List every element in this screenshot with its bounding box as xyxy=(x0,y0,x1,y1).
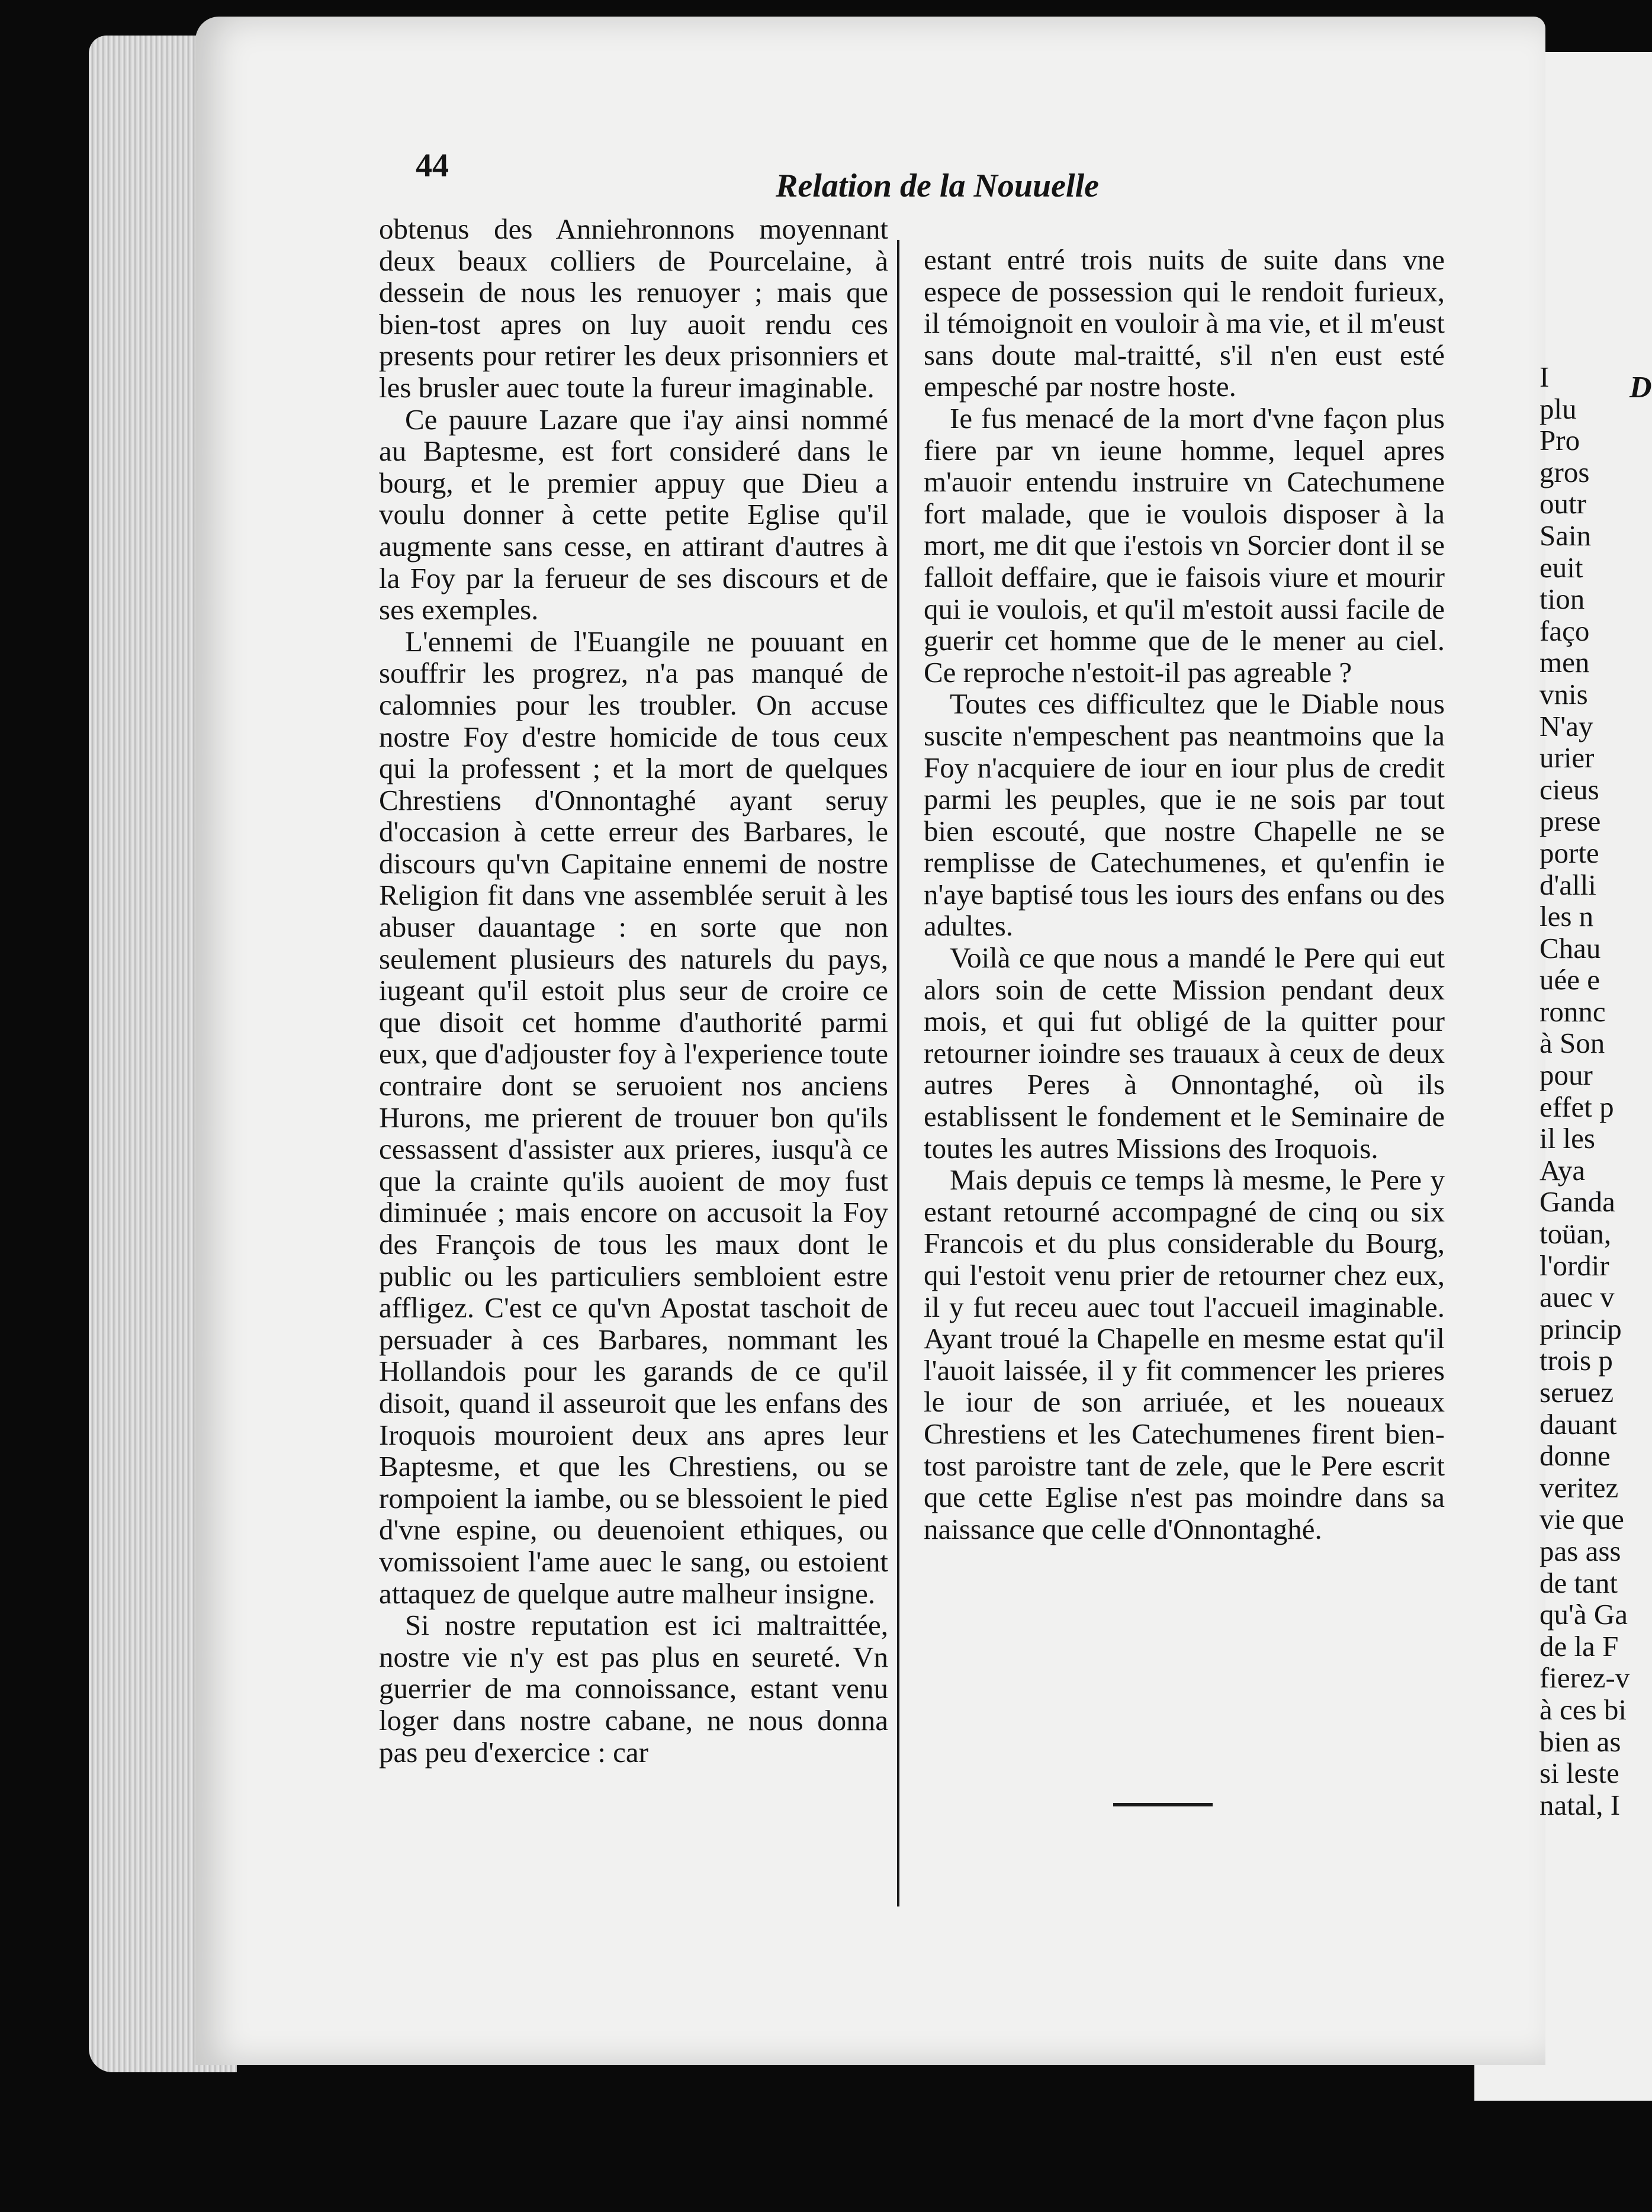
paragraph: Toutes ces difficultez que le Diable nous suscite n'empeschent pas neantmoins que la Foy n'acquiere de iour en iour plus de credit parmi les peuples, que ie ne sois par tout bien escouté, que nostre Chapelle ne se remplisse de Catechumenes, et qu'enfin ie n'aye baptisé tous les iours des enfans ou des adultes. xyxy=(924,687,1445,943)
facing-page-line: porte xyxy=(1539,836,1599,869)
facing-page-line: men xyxy=(1539,646,1590,679)
facing-page-line: les n xyxy=(1539,900,1594,933)
facing-page-line: outr xyxy=(1539,487,1586,520)
running-head: Relation de la Nouuelle xyxy=(776,168,1099,204)
facing-page-line: gros xyxy=(1539,455,1590,488)
section-end-rule xyxy=(1113,1803,1213,1806)
page-number: 44 xyxy=(416,147,449,184)
facing-page-line: tion xyxy=(1539,583,1585,616)
facing-page-line: euit xyxy=(1539,551,1583,584)
facing-page-line: toüan, xyxy=(1539,1217,1612,1250)
facing-page-line: Aya xyxy=(1539,1153,1586,1187)
facing-page-line: fierez-v xyxy=(1539,1661,1630,1695)
column-divider xyxy=(897,240,899,1906)
right-column xyxy=(924,244,1445,1545)
facing-page-line: à ces bi xyxy=(1539,1693,1627,1726)
facing-page-line: trois p xyxy=(1539,1344,1613,1377)
facing-page-line: qu'à Ga xyxy=(1539,1598,1628,1631)
facing-page-line: pas ass xyxy=(1539,1534,1621,1567)
facing-page-line: veritez xyxy=(1539,1471,1619,1504)
facing-page-line: N'ay xyxy=(1539,709,1593,742)
facing-page-line: prese xyxy=(1539,805,1601,838)
facing-page-line: si leste xyxy=(1539,1757,1619,1790)
facing-page-line: dauant xyxy=(1539,1407,1617,1441)
facing-page-line: bien as xyxy=(1539,1725,1621,1758)
paragraph: estant entré trois nuits de suite dans vne espece de possession qui le rendoit furieux, il témoignoit en vouloir à ma vie, et il m'eust sans doute mal-traitté, s'il n'en eust esté empesché par nostre hoste. xyxy=(924,243,1445,403)
facing-page-heading: D xyxy=(1629,371,1652,404)
facing-page-line: seruez xyxy=(1539,1376,1614,1409)
paragraph: L'ennemi de l'Euangile ne pouuant en souffrir les progrez, n'a pas manqué de calomnies pour les troubler. On accuse nostre Foy d'estre homicide de tous ceux qui la professent ; et la mort de quelques Chrestiens d'Onnontaghé ayant seruy d'occasion à cette erreur des Barbares, le discours qu'vn Capitaine ennemi de nostre Religion fit dans vne assemblée seruit à les abuser dauantage : en sorte que non seulement plusieurs des naturels du pays, iugeant qu'il estoit plus seur de croire ce que disoit cet homme d'authorité parmi eux, que d'adjouster foy à l'experience toute contraire dont se seruoient nos anciens Hurons, me prierent de trouuer bon qu'ils cessassent d'assister aux prieres, iusqu'à ce que la crainte qu'ils auoient de moy fust diminuée ; mais encore on accusoit la Foy des François de tous les maux dont le public ou les particuliers sembloient estre affligez. C'est ce qu'vn Apostat taschoit de persuader à ces Barbares, nommant les Hollandois pour les garands de ce qu'il disoit, quand il asseuroit que les enfans des Iroquois mouroient deux ans apres leur Baptesme, et que les Chrestiens, ou se rompoient la iambe, ou se blessoient le pied d'vne espine, ou deuenoient ethiques, ou vomissoient l'ame auec le sang, ou estoient attaquez de quelque autre malheur insigne. xyxy=(379,625,889,1610)
facing-page-line: à Son xyxy=(1539,1027,1605,1060)
facing-page-line: urier xyxy=(1539,741,1595,774)
paragraph: Ce pauure Lazare que i'ay ainsi nommé au Baptesme, est fort consideré dans le bourg, et le premier appuy que Dieu a voulu donner à cette petite Eglise qu'il augmente sans cesse, en attirant d'autres à la Foy par la ferueur de ses discours et de ses exemples. xyxy=(379,403,888,626)
facing-page-line: vie que xyxy=(1539,1503,1624,1536)
facing-page-line: de tant xyxy=(1539,1566,1618,1599)
facing-page-line: ronnc xyxy=(1539,995,1606,1028)
facing-page-line: Chau xyxy=(1539,931,1601,964)
facing-page-line: auec v xyxy=(1539,1281,1615,1314)
facing-page-line: I xyxy=(1539,361,1550,393)
left-column xyxy=(379,213,888,1768)
facing-page-line: l'ordir xyxy=(1539,1249,1609,1282)
facing-page-line: pour xyxy=(1539,1059,1593,1092)
facing-page-line: cieus xyxy=(1539,773,1599,806)
facing-page-line: uée e xyxy=(1539,963,1600,996)
facing-page-line: faço xyxy=(1539,614,1590,647)
paragraph: obtenus des Anniehronnons moyennant deux beaux colliers de Pourcelaine, à dessein de nous les renuoyer ; mais que bien-tost apres on luy auoit rendu ces presents pour retirer les deux prisonniers et les brusler auec toute la fureur imaginable. xyxy=(379,213,888,404)
facing-page-line: natal, I xyxy=(1539,1788,1621,1821)
facing-page-line: plu xyxy=(1539,392,1577,425)
paragraph: Ie fus menacé de la mort d'vne façon plus fiere par vn ieune homme, lequel apres m'auoir entendu instruire vn Catechumene fort malade, que ie voulois disposer à la mort, me dit que i'estois vn Sorcier dont il se falloit deffaire, que ie faisois viure et mourir qui ie voulois, et qu'il m'estoit aussi facile de guerir cet homme que de le mener au ciel. Ce reproche n'estoit-il pas agreable ? xyxy=(924,401,1445,689)
paragraph: Mais depuis ce temps là mesme, le Pere y estant retourné accompagné de cinq ou six Francois et du plus considerable du Bourg, qui l'estoit venu prier de retourner chez eux, il y fut receu auec tout l'accueil imaginable. Ayant troué la Chapelle en mesme estat qu'il l'auoit laissée, il y fit commencer les prieres le iour de son arriuée, et les noueaux Chrestiens et les Catechumenes firent bien-tost paroistre tant de zele, que le Pere escrit que cette Eglise n'est pas moindre dans sa naissance que celle d'Onnontaghé. xyxy=(924,1163,1445,1545)
facing-page-line: Sain xyxy=(1539,519,1592,552)
facing-page-line: d'alli xyxy=(1539,868,1596,901)
facing-page-line: effet p xyxy=(1539,1090,1614,1123)
facing-page-text xyxy=(1539,361,1647,1821)
facing-page-line: Pro xyxy=(1539,424,1580,457)
facing-page-line: princip xyxy=(1539,1312,1622,1345)
paragraph: Si nostre reputation est ici maltraittée, nostre vie n'y est pas plus en seureté. Vn guerrier de ma connoissance, estant venu loger dans nostre cabane, ne nous donna pas peu d'exercice : car xyxy=(379,1609,888,1769)
facing-page-line: Ganda xyxy=(1539,1185,1615,1218)
facing-page-line: de la F xyxy=(1539,1629,1619,1663)
facing-page-line: vnis xyxy=(1539,677,1588,710)
paragraph: Voilà ce que nous a mandé le Pere qui eut alors soin de cette Mission pendant deux mois, et qui fut obligé de la quitter pour retourner ioindre ses trauaux à ceux de deux autres Peres à Onnontaghé, où ils establissent le fondement et le Seminaire de toutes les autres Missions des Iroquois. xyxy=(924,941,1445,1165)
facing-page-line: il les xyxy=(1539,1122,1595,1155)
facing-page-line: donne xyxy=(1539,1439,1611,1472)
